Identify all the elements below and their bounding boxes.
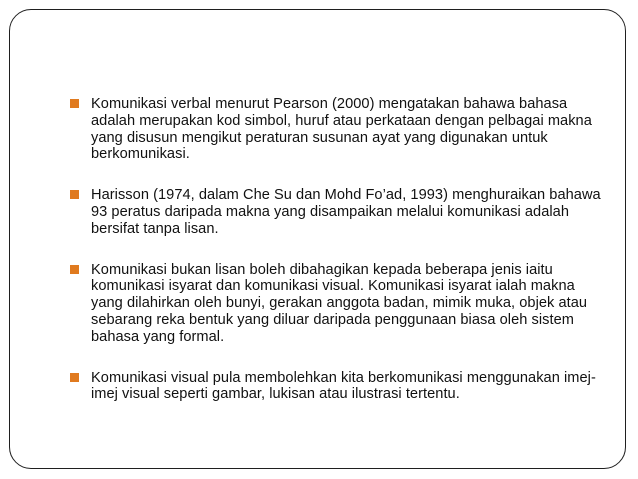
bullet-item [70,96,610,163]
bullet-text: Harisson (1974, dalam Che Su dan Mohd Fo’ad, 1993) menghuraikan bahawa 93 peratus daripada makna yang disampaikan melalui komunikasi adalah bersifat tanpa lisan. [91,187,601,237]
bullet-item [70,187,610,237]
bullet-list [70,96,610,403]
bullet-text: Komunikasi verbal menurut Pearson (2000) mengatakan bahawa bahasa adalah merupakan kod simbol, huruf atau perkataan dengan pelbagai makna yang disusun mengikut peraturan susunan ayat yang digunakan untuk berkomunikasi. [91,96,592,163]
orange-square-bullet-icon [70,265,79,274]
bullet-item [70,370,610,404]
bullet-text: Komunikasi visual pula membolehkan kita berkomunikasi menggunakan imej-imej visual seperti gambar, lukisan atau ilustrasi tertentu. [91,369,596,403]
orange-square-bullet-icon [70,190,79,199]
orange-square-bullet-icon [70,373,79,382]
bullet-text: Komunikasi bukan lisan boleh dibahagikan kepada beberapa jenis iaitu komunikasi isyarat dan komunikasi visual. Komunikasi isyarat ialah makna yang dilahirkan oleh bunyi, gerakan anggota badan, mimik muka, objek atau sebarang reka bentuk yang diluar daripada penggunaan biasa oleh sistem bahasa yang formal. [91,261,588,345]
orange-square-bullet-icon [70,99,79,108]
bullet-item [70,262,610,346]
